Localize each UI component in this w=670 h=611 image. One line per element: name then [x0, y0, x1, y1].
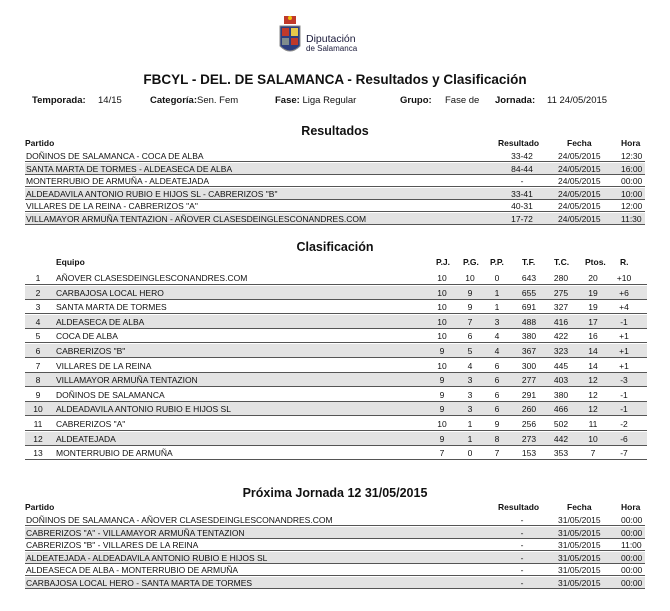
points-for: 153	[521, 448, 537, 459]
match-date: 24/05/2015	[558, 188, 601, 199]
col-tf: T.F.	[522, 257, 536, 267]
lost: 1	[494, 302, 500, 313]
points-against: 403	[553, 375, 569, 386]
match-result: 84-44	[511, 163, 533, 174]
clasificacion-title: Clasificación	[296, 240, 374, 254]
rank-position: 5	[35, 331, 41, 342]
match-date: 24/05/2015	[558, 214, 601, 224]
match-teams: CABRERIZOS "A" - VILLAMAYOR ARMUÑA TENTAZION	[26, 527, 245, 538]
match-teams: DOÑINOS DE SALAMANCA - COCA DE ALBA	[26, 151, 204, 161]
lost: 6	[494, 389, 500, 400]
table-row	[25, 432, 647, 446]
won: 0	[467, 448, 473, 459]
streak: -1	[620, 389, 628, 400]
points: 12	[588, 404, 598, 415]
rank-position: 10	[33, 404, 43, 415]
points-for: 256	[521, 419, 537, 429]
points: 17	[588, 316, 598, 327]
lost: 7	[494, 448, 500, 459]
resultados-title: Resultados	[301, 124, 369, 138]
match-teams: ALDEADAVILA ANTONIO RUBIO E HIJOS SL - CABRERIZOS "B"	[26, 188, 278, 199]
played: 9	[439, 404, 445, 415]
streak: -7	[620, 448, 628, 459]
match-date: 31/05/2015	[558, 552, 601, 563]
rank-position: 3	[35, 302, 41, 313]
match-result: -	[520, 515, 524, 525]
points-for: 643	[521, 273, 537, 283]
lost: 6	[494, 360, 500, 371]
match-teams: VILLARES DE LA REINA - CABRERIZOS "A"	[26, 201, 198, 212]
streak: +6	[619, 287, 629, 298]
points: 14	[588, 360, 598, 371]
meta-temporada-value: 14/15	[98, 95, 122, 106]
meta-categoria: Categoría:Sen. Fem	[150, 95, 239, 106]
match-time: 11:30	[621, 214, 642, 224]
points: 12	[588, 375, 598, 386]
match-result: 17-72	[511, 214, 533, 224]
match-date: 31/05/2015	[558, 578, 601, 588]
table-row	[25, 527, 645, 539]
team-name: CABRERIZOS "A"	[56, 419, 126, 429]
match-result: -	[520, 578, 524, 588]
team-name: VILLAMAYOR ARMUÑA TENTAZION	[56, 375, 198, 386]
meta-jornada: Jornada:	[495, 95, 536, 106]
team-name: VILLARES DE LA REINA	[56, 360, 152, 371]
streak: +1	[619, 346, 629, 356]
points-against: 422	[553, 331, 569, 342]
team-name: SANTA MARTA DE TORMES	[56, 302, 167, 313]
col-pj: P.J.	[436, 257, 451, 267]
col-r: R.	[620, 257, 629, 267]
streak: -1	[620, 404, 628, 415]
streak: +4	[619, 302, 629, 313]
points-against: 466	[553, 404, 569, 415]
match-result: 33-41	[511, 188, 533, 199]
col-tc: T.C.	[554, 257, 570, 267]
played: 10	[437, 287, 447, 298]
rank-position: 11	[33, 419, 43, 429]
points-for: 260	[521, 404, 537, 415]
table-row	[25, 213, 645, 225]
points: 19	[588, 287, 598, 298]
streak: -6	[620, 433, 628, 444]
table-row	[25, 359, 647, 373]
lost: 6	[494, 404, 500, 415]
proxima-title: Próxima Jornada 12 31/05/2015	[242, 486, 428, 500]
match-date: 31/05/2015	[558, 540, 601, 551]
played: 10	[437, 360, 447, 371]
played: 9	[439, 433, 445, 444]
played: 10	[437, 316, 447, 327]
table-row	[25, 514, 645, 526]
match-teams: DOÑINOS DE SALAMANCA - AÑOVER CLASESDEINGLESCONANDRES.COM	[26, 515, 333, 525]
points-against: 275	[553, 287, 569, 298]
table-row	[25, 271, 647, 285]
played: 10	[437, 331, 447, 342]
points-against: 380	[553, 389, 569, 400]
points: 11	[588, 419, 598, 429]
match-date: 31/05/2015	[558, 527, 601, 538]
won: 7	[467, 316, 473, 327]
match-result: 40-31	[511, 201, 533, 212]
lost: 6	[494, 375, 500, 386]
points-against: 442	[553, 433, 569, 444]
points-for: 367	[521, 346, 537, 356]
meta-temporada: Temporada:	[32, 95, 86, 106]
won: 5	[467, 346, 473, 356]
table-row	[25, 188, 645, 200]
page-title: FBCYL - DEL. DE SALAMANCA - Resultados y Clasificación	[143, 72, 527, 87]
lost: 3	[494, 316, 500, 327]
match-teams: ALDEASECA DE ALBA - MONTERRUBIO DE ARMUÑA	[26, 565, 239, 576]
match-teams: SANTA MARTA DE TORMES - ALDEASECA DE ALBA	[26, 163, 233, 174]
col-partido-next: Partido	[25, 502, 55, 512]
match-teams: CARBAJOSA LOCAL HERO - SANTA MARTA DE TORMES	[26, 578, 253, 588]
rank-position: 7	[35, 360, 41, 371]
lost: 4	[494, 346, 500, 356]
col-pp: P.P.	[490, 257, 504, 267]
match-date: 24/05/2015	[558, 151, 601, 161]
played: 9	[439, 375, 445, 386]
match-date: 24/05/2015	[558, 163, 601, 174]
table-row	[25, 373, 647, 387]
col-hora: Hora	[621, 138, 641, 148]
col-resultado-next: Resultado	[498, 502, 540, 512]
table-row	[25, 552, 645, 564]
rank-position: 2	[35, 287, 41, 298]
points-for: 273	[521, 433, 537, 444]
match-teams: VILLAMAYOR ARMUÑA TENTAZION - AÑOVER CLASESDEINGLESCONANDRES.COM	[26, 214, 367, 224]
streak: +1	[619, 331, 629, 342]
streak: +1	[619, 360, 629, 371]
table-row	[25, 388, 647, 402]
table-row	[25, 315, 647, 329]
team-name: DOÑINOS DE SALAMANCA	[56, 389, 165, 400]
match-teams: ALDEATEJADA - ALDEADAVILA ANTONIO RUBIO E HIJOS SL	[26, 552, 268, 563]
match-date: 31/05/2015	[558, 515, 601, 525]
coat-of-arms-icon	[278, 14, 302, 58]
table-row	[25, 539, 645, 551]
lost: 1	[494, 287, 500, 298]
table-row	[25, 417, 647, 431]
won: 10	[465, 273, 475, 283]
col-ptos: Ptos.	[585, 257, 606, 267]
meta-grupo: Grupo:	[400, 95, 432, 106]
match-result: -	[520, 176, 524, 187]
match-date: 31/05/2015	[558, 565, 601, 576]
won: 3	[467, 375, 473, 386]
played: 9	[439, 346, 445, 356]
diputacion-logo	[278, 14, 398, 62]
points-for: 655	[521, 287, 537, 298]
match-result: -	[520, 552, 524, 563]
match-time: 16:00	[621, 163, 643, 174]
won: 6	[467, 331, 473, 342]
col-pg: P.G.	[463, 257, 479, 267]
rank-position: 1	[35, 273, 41, 283]
match-time: 10:00	[621, 188, 643, 199]
match-time: 00:00	[621, 527, 643, 538]
match-time: 12:00	[621, 201, 643, 212]
meta-fase: Fase: Liga Regular	[275, 95, 357, 106]
col-resultado: Resultado	[498, 138, 540, 148]
rank-position: 9	[35, 389, 41, 400]
points-for: 488	[521, 316, 537, 327]
points-for: 277	[521, 375, 537, 386]
match-teams: MONTERRUBIO DE ARMUÑA - ALDEATEJADA	[26, 176, 210, 187]
points-against: 502	[553, 419, 569, 429]
table-row	[25, 564, 645, 576]
table-row	[25, 344, 647, 358]
points: 16	[588, 331, 598, 342]
team-name: ALDEADAVILA ANTONIO RUBIO E HIJOS SL	[56, 404, 231, 415]
match-time: 00:00	[621, 176, 643, 187]
match-result: -	[520, 540, 524, 551]
match-time: 00:00	[621, 552, 643, 563]
col-fecha: Fecha	[567, 138, 592, 148]
table-row	[25, 446, 647, 460]
org-name: Diputación	[306, 33, 356, 45]
played: 7	[439, 448, 445, 459]
meta-grupo-value: Fase de	[445, 95, 480, 106]
match-date: 24/05/2015	[558, 201, 601, 212]
streak: -1	[620, 316, 628, 327]
points: 19	[588, 302, 598, 313]
match-time: 00:00	[621, 515, 643, 525]
points-against: 327	[553, 302, 569, 313]
points-against: 323	[553, 346, 569, 356]
table-row	[25, 150, 645, 162]
col-equipo: Equipo	[56, 257, 85, 267]
rank-position: 13	[33, 448, 43, 459]
match-time: 00:00	[621, 578, 643, 588]
points-against: 416	[553, 316, 569, 327]
points-against: 353	[553, 448, 569, 459]
table-row	[25, 200, 645, 212]
team-name: CARBAJOSA LOCAL HERO	[56, 287, 164, 298]
table-row	[25, 286, 647, 300]
points: 20	[588, 273, 598, 283]
lost: 4	[494, 331, 500, 342]
rank-position: 12	[33, 433, 43, 444]
points-for: 291	[521, 389, 537, 400]
table-row	[25, 300, 647, 314]
won: 9	[467, 302, 473, 313]
table-row	[25, 163, 645, 175]
meta-jornada-value: 11 24/05/2015	[547, 95, 608, 106]
team-name: ALDEASECA DE ALBA	[56, 316, 145, 327]
team-name: MONTERRUBIO DE ARMUÑA	[56, 448, 173, 459]
won: 1	[467, 419, 473, 429]
won: 3	[467, 389, 473, 400]
col-fecha-next: Fecha	[567, 502, 592, 512]
streak: -3	[620, 375, 628, 386]
lost: 0	[494, 273, 500, 283]
table-row	[25, 577, 645, 589]
lost: 8	[494, 433, 500, 444]
played: 10	[437, 302, 447, 313]
points-against: 280	[553, 273, 569, 283]
org-subname: de Salamanca	[306, 44, 358, 53]
team-name: CABRERIZOS "B"	[56, 346, 126, 356]
match-teams: CABRERIZOS "B" - VILLARES DE LA REINA	[26, 540, 199, 551]
table-row	[25, 175, 645, 187]
match-time: 11:00	[621, 540, 642, 551]
streak: -2	[620, 419, 628, 429]
match-date: 24/05/2015	[558, 176, 601, 187]
lost: 9	[494, 419, 500, 429]
col-partido: Partido	[25, 138, 55, 148]
points-for: 380	[521, 331, 537, 342]
rank-position: 4	[35, 316, 41, 327]
col-hora-next: Hora	[621, 502, 641, 512]
points: 12	[588, 389, 598, 400]
match-result: -	[520, 527, 524, 538]
team-name: COCA DE ALBA	[56, 331, 118, 342]
match-time: 00:00	[621, 565, 643, 576]
team-name: AÑOVER CLASESDEINGLESCONANDRES.COM	[56, 273, 248, 283]
match-result: -	[520, 565, 524, 576]
match-result: 33-42	[511, 151, 533, 161]
streak: +10	[616, 273, 632, 283]
won: 1	[467, 433, 473, 444]
points: 14	[588, 346, 598, 356]
won: 3	[467, 404, 473, 415]
points-for: 300	[521, 360, 537, 371]
match-time: 12:30	[621, 151, 643, 161]
rank-position: 8	[35, 375, 41, 386]
points-against: 445	[553, 360, 569, 371]
won: 4	[467, 360, 473, 371]
rank-position: 6	[35, 346, 41, 356]
points: 10	[588, 433, 598, 444]
played: 9	[439, 389, 445, 400]
points-for: 691	[521, 302, 537, 313]
team-name: ALDEATEJADA	[56, 433, 116, 444]
played: 10	[437, 273, 447, 283]
table-row	[25, 402, 647, 416]
won: 9	[467, 287, 473, 298]
points: 7	[590, 448, 596, 459]
played: 10	[437, 419, 447, 429]
table-row	[25, 329, 647, 343]
